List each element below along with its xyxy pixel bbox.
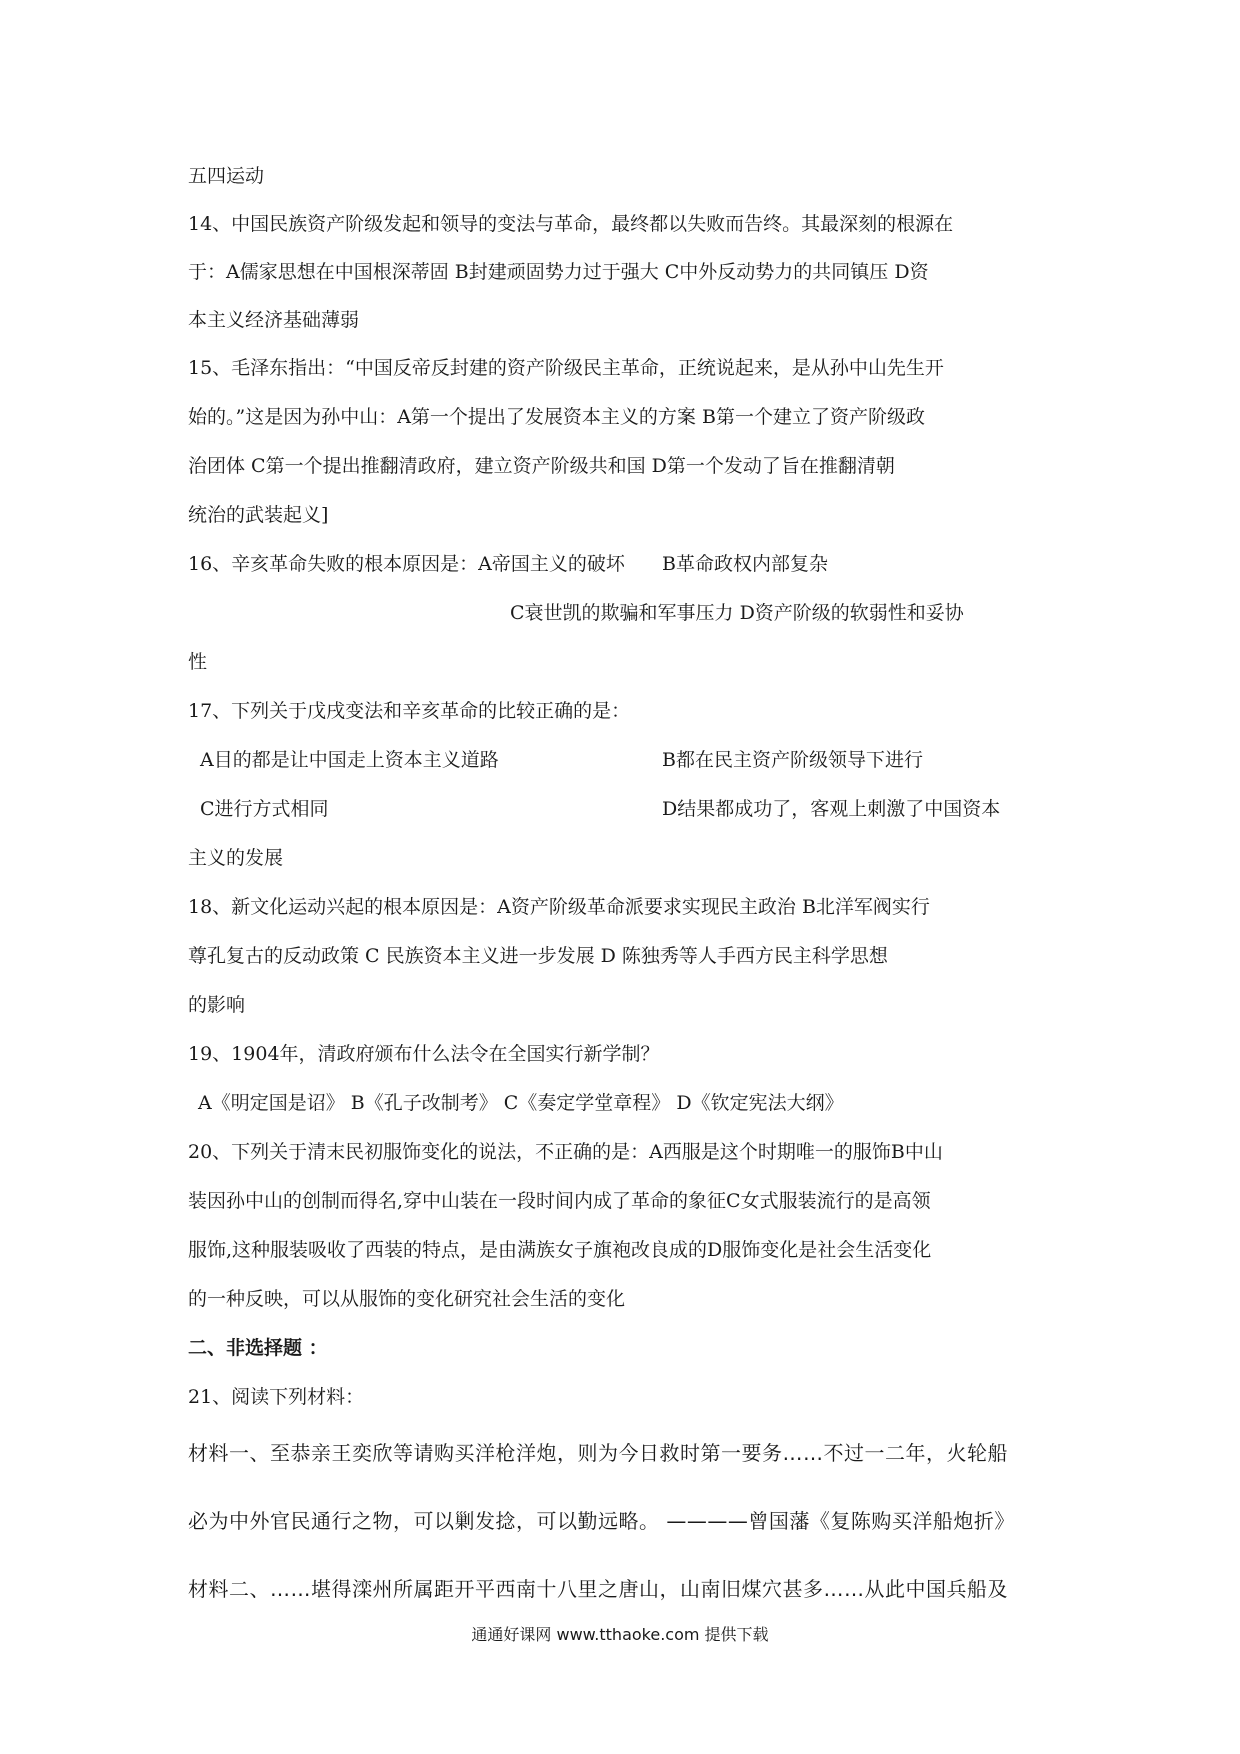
option-d: D结果都成功了，客观上刺激了中国资本 <box>662 798 1001 820</box>
question-19: 19、1904年，清政府颁布什么法令在全国实行新学制？ <box>188 1043 660 1065</box>
question-16: 16、辛亥革命失败的根本原因是：A帝国主义的破坏 <box>188 553 625 575</box>
page-footer: 通通好课网 www.tthaoke.com 提供下载 <box>471 1625 769 1644</box>
question-15: 15、毛泽东指出：“中国反帝反封建的资产阶级民主革命，正统说起来，是从孙中山先生开 <box>188 357 944 379</box>
question-14: 14、中国民族资产阶级发起和领导的变法与革命，最终都以失败而告终。其最深刻的根源在 <box>188 213 954 235</box>
text-line: 主义的发展 <box>188 847 284 869</box>
option-b: B革命政权内部复杂 <box>662 553 828 575</box>
text-line: 统治的武装起义] <box>188 504 329 526</box>
text-line: 于：A儒家思想在中国根深蒂固 B封建顽固势力过于强大 C中外反动势力的共同镇压 D资 <box>188 261 929 283</box>
text-line: C衰世凯的欺骗和军事压力 D资产阶级的软弱性和妥协 <box>510 602 964 624</box>
option-c: C进行方式相同 <box>200 798 329 820</box>
text-line: 治团体 C第一个提出推翻清政府，建立资产阶级共和国 D第一个发动了旨在推翻清朝 <box>188 455 895 477</box>
material-one: 材料一、至恭亲王奕欣等请购买洋枪洋炮，则为今日救时第一要务……不过一二年，火轮船 <box>188 1441 1008 1465</box>
option-a: A目的都是让中国走上资本主义道路 <box>200 749 499 771</box>
text-line: 始的。”这是因为孙中山：A第一个提出了发展资本主义的方案 B第一个建立了资产阶级政 <box>188 406 925 428</box>
material-two: 材料二、……堪得滦州所属距开平西南十八里之唐山，山南旧煤穴甚多……从此中国兵船及 <box>188 1577 1008 1601</box>
question-21: 21、阅读下列材料： <box>188 1386 365 1408</box>
text-line: 性 <box>188 651 208 673</box>
text-line: 五四运动 <box>188 165 265 187</box>
text-line: 的一种反映，可以从服饰的变化研究社会生活的变化 <box>188 1288 626 1310</box>
option-b: B都在民主资产阶级领导下进行 <box>662 749 923 771</box>
options-line: A《明定国是诏》 B《孔子改制考》 C《奏定学堂章程》 D《钦定宪法大纲》 <box>198 1092 844 1114</box>
text-line: 必为中外官民通行之物，可以剿发捻，可以勤远略。 ————曾国藩《复陈购买洋船炮折》 <box>188 1509 1015 1533</box>
text-line: 本主义经济基础薄弱 <box>188 309 360 331</box>
text-line: 的影响 <box>188 994 246 1016</box>
question-18: 18、新文化运动兴起的根本原因是：A资产阶级革命派要求实现民主政治 B北洋军阀实行 <box>188 896 930 918</box>
text-line: 装因孙中山的创制而得名,穿中山装在一段时间内成了革命的象征C女式服装流行的是高领 <box>188 1190 931 1212</box>
question-20: 20、下列关于清末民初服饰变化的说法，不正确的是：A西服是这个时期唯一的服饰B中山 <box>188 1141 943 1163</box>
text-line: 服饰,这种服装吸收了西装的特点，是由满族女子旗袍改良成的D服饰变化是社会生活变化 <box>188 1239 932 1261</box>
text-line: 尊孔复古的反动政策 C 民族资本主义进一步发展 D 陈独秀等人手西方民主科学思想 <box>188 945 888 967</box>
section-heading: 二、非选择题 ： <box>188 1337 328 1359</box>
question-17: 17、下列关于戊戌变法和辛亥革命的比较正确的是： <box>188 700 631 722</box>
